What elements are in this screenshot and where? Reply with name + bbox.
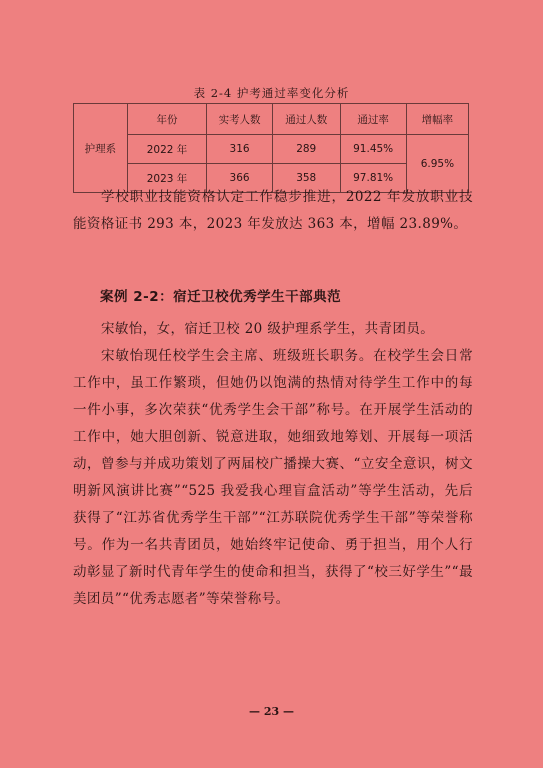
- table-header-taken: 实考人数: [207, 104, 273, 135]
- table-header-growth: 增幅率: [406, 104, 468, 135]
- table-caption: 表 2-4 护考通过率变化分析: [193, 86, 350, 100]
- table-header-passed: 通过人数: [272, 104, 340, 135]
- paragraph-intro: 宋敏怡，女，宿迁卫校 20 级护理系学生，共青团员。: [101, 321, 435, 337]
- table-cell-rate: 91.45%: [340, 135, 406, 164]
- table-cell-growth: 6.95%: [406, 135, 468, 193]
- table-cell-year: 2022 年: [127, 135, 206, 164]
- page-number: — 23 —: [249, 705, 294, 718]
- table-header-year: 年份: [127, 104, 206, 135]
- pass-rate-table: [73, 103, 469, 193]
- table-cell-year: 2023 年: [127, 164, 206, 193]
- paragraph-biography: 宋敏怡现任校学生会主席、班级班长职务。在校学生会日常工作中，虽工作繁琐，但她仍以饱满的热情对待学生工作中的每一件小事，多次荣获“优秀学生会干部”称号。在开展学生活动的工作中，她大胆创新、锐意进取，她细致地筹划、开展每一项活动，曾参与并成功策划了两届校广播操大赛、“立安全意识，树文明新风演讲比赛”“525 我爱我心理盲盒活动”等学生活动，先后获得了“江苏省优秀学生干部”“江苏联院优秀学生干部”等荣誉称号。作为一名共青团员，她始终牢记使命、勇于担当，用个人行动彰显了新时代青年学生的使命和担当，获得了“校三好学生”“最美团员”“优秀志愿者”等荣誉称号。: [73, 348, 473, 607]
- table-cell-department: 护理系: [74, 104, 128, 193]
- table-row: [74, 135, 469, 164]
- table-header-row: [74, 104, 469, 135]
- table-cell-taken: 366: [207, 164, 273, 193]
- table-header-rate: 通过率: [340, 104, 406, 135]
- table-cell-passed: 358: [272, 164, 340, 193]
- table-cell-passed: 289: [272, 135, 340, 164]
- case-heading: 案例 2-2：宿迁卫校优秀学生干部典范: [100, 289, 342, 305]
- paragraph-certificates: 学校职业技能资格认定工作稳步推进，2022 年发放职业技能资格证书 293 本，2023 年发放达 363 本，增幅 23.89%。: [73, 189, 473, 232]
- table-cell-taken: 316: [207, 135, 273, 164]
- table-cell-rate: 97.81%: [340, 164, 406, 193]
